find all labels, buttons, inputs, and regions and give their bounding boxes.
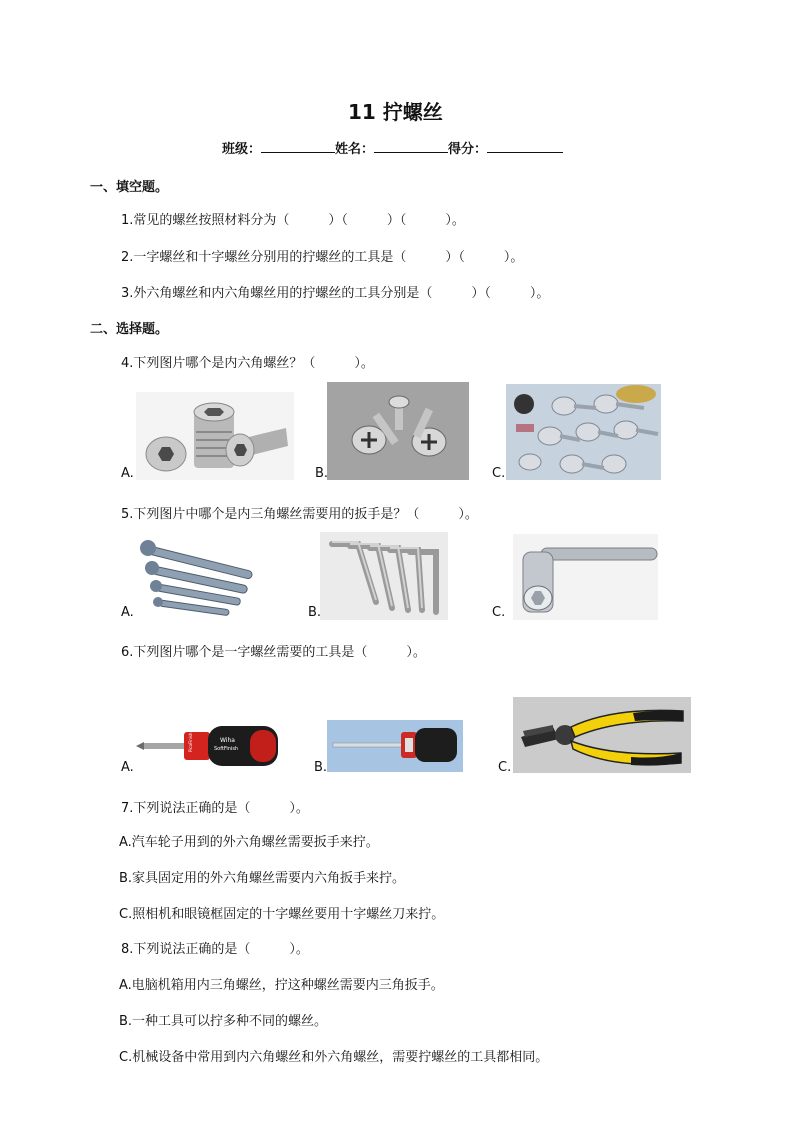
q5-option-a[interactable]: A. — [121, 605, 134, 620]
q7-option-a[interactable]: A.汽车轮子用到的外六角螺丝需要扳手来拧。 — [119, 835, 379, 850]
q7-option-c[interactable]: C.照相机和眼镜框固定的十字螺丝要用十字螺丝刀来拧。 — [119, 907, 445, 922]
screwdriver-brand-line2: SoftFinish — [214, 746, 239, 752]
q6-image-a-phillips-screwdriver — [136, 722, 284, 768]
q4-option-c[interactable]: C. — [492, 466, 506, 481]
q5-option-c[interactable]: C. — [492, 605, 506, 620]
q4-image-b-phillips-screws — [327, 382, 469, 480]
q5-image-a-adjustable-wrenches — [134, 540, 266, 620]
question-6: 6.下列图片哪个是一字螺丝需要的工具是（ ）。 — [121, 645, 426, 660]
page-title: 11 拧螺丝 — [348, 100, 443, 124]
q5-image-b-hex-keys — [320, 532, 448, 620]
q6-option-a[interactable]: A. — [121, 760, 134, 775]
question-1: 1.常见的螺丝按照材料分为（ ）（ ）（ ）。 — [121, 213, 465, 228]
section1-heading: 一、填空题。 — [90, 180, 169, 195]
q4-image-c-assorted-screws — [506, 384, 661, 480]
score-blank[interactable] — [487, 138, 563, 153]
question-5: 5.下列图片中哪个是内三角螺丝需要用的扳手是？（ ）。 — [121, 507, 478, 522]
question-8: 8.下列说法正确的是（ ）。 — [121, 942, 309, 957]
q7-option-b[interactable]: B.家具固定用的外六角螺丝需要内六角扳手来拧。 — [119, 871, 406, 886]
info-line — [222, 138, 563, 157]
score-label: 得分： — [448, 142, 488, 157]
screwdriver-brand-line1: Wiha — [220, 737, 235, 744]
q8-option-b[interactable]: B.一种工具可以拧多种不同的螺丝。 — [119, 1014, 328, 1029]
section2-heading: 二、选择题。 — [90, 322, 169, 337]
q8-option-c[interactable]: C.机械设备中常用到内六角螺丝和外六角螺丝，需要拧螺丝的工具都相同。 — [119, 1050, 549, 1065]
q6-image-b-flathead-screwdriver — [327, 720, 463, 772]
q5-option-b[interactable]: B. — [308, 605, 322, 620]
class-label: 班级： — [222, 142, 262, 157]
q6-option-b[interactable]: B. — [314, 760, 328, 775]
q6-image-c-pliers — [513, 697, 691, 773]
name-blank[interactable] — [374, 138, 448, 153]
q4-image-a-socket-screws — [136, 392, 294, 480]
class-blank[interactable] — [261, 138, 335, 153]
q5-image-c-socket-wrench — [513, 534, 658, 620]
question-3: 3.外六角螺丝和内六角螺丝用的拧螺丝的工具分别是（ ）（ ）。 — [121, 286, 550, 301]
name-label: 姓名： — [335, 142, 375, 157]
screwdriver-brand-side: PicoFinish 311 — [188, 723, 193, 752]
q8-option-a[interactable]: A.电脑机箱用内三角螺丝，拧这种螺丝需要内三角扳手。 — [119, 978, 444, 993]
q6-option-c[interactable]: C. — [498, 760, 512, 775]
question-4: 4.下列图片哪个是内六角螺丝？（ ）。 — [121, 356, 374, 371]
q4-option-a[interactable]: A. — [121, 466, 134, 481]
question-7: 7.下列说法正确的是（ ）。 — [121, 801, 309, 816]
q4-option-b[interactable]: B. — [315, 466, 329, 481]
question-2: 2.一字螺丝和十字螺丝分别用的拧螺丝的工具是（ ）（ ）。 — [121, 250, 524, 265]
